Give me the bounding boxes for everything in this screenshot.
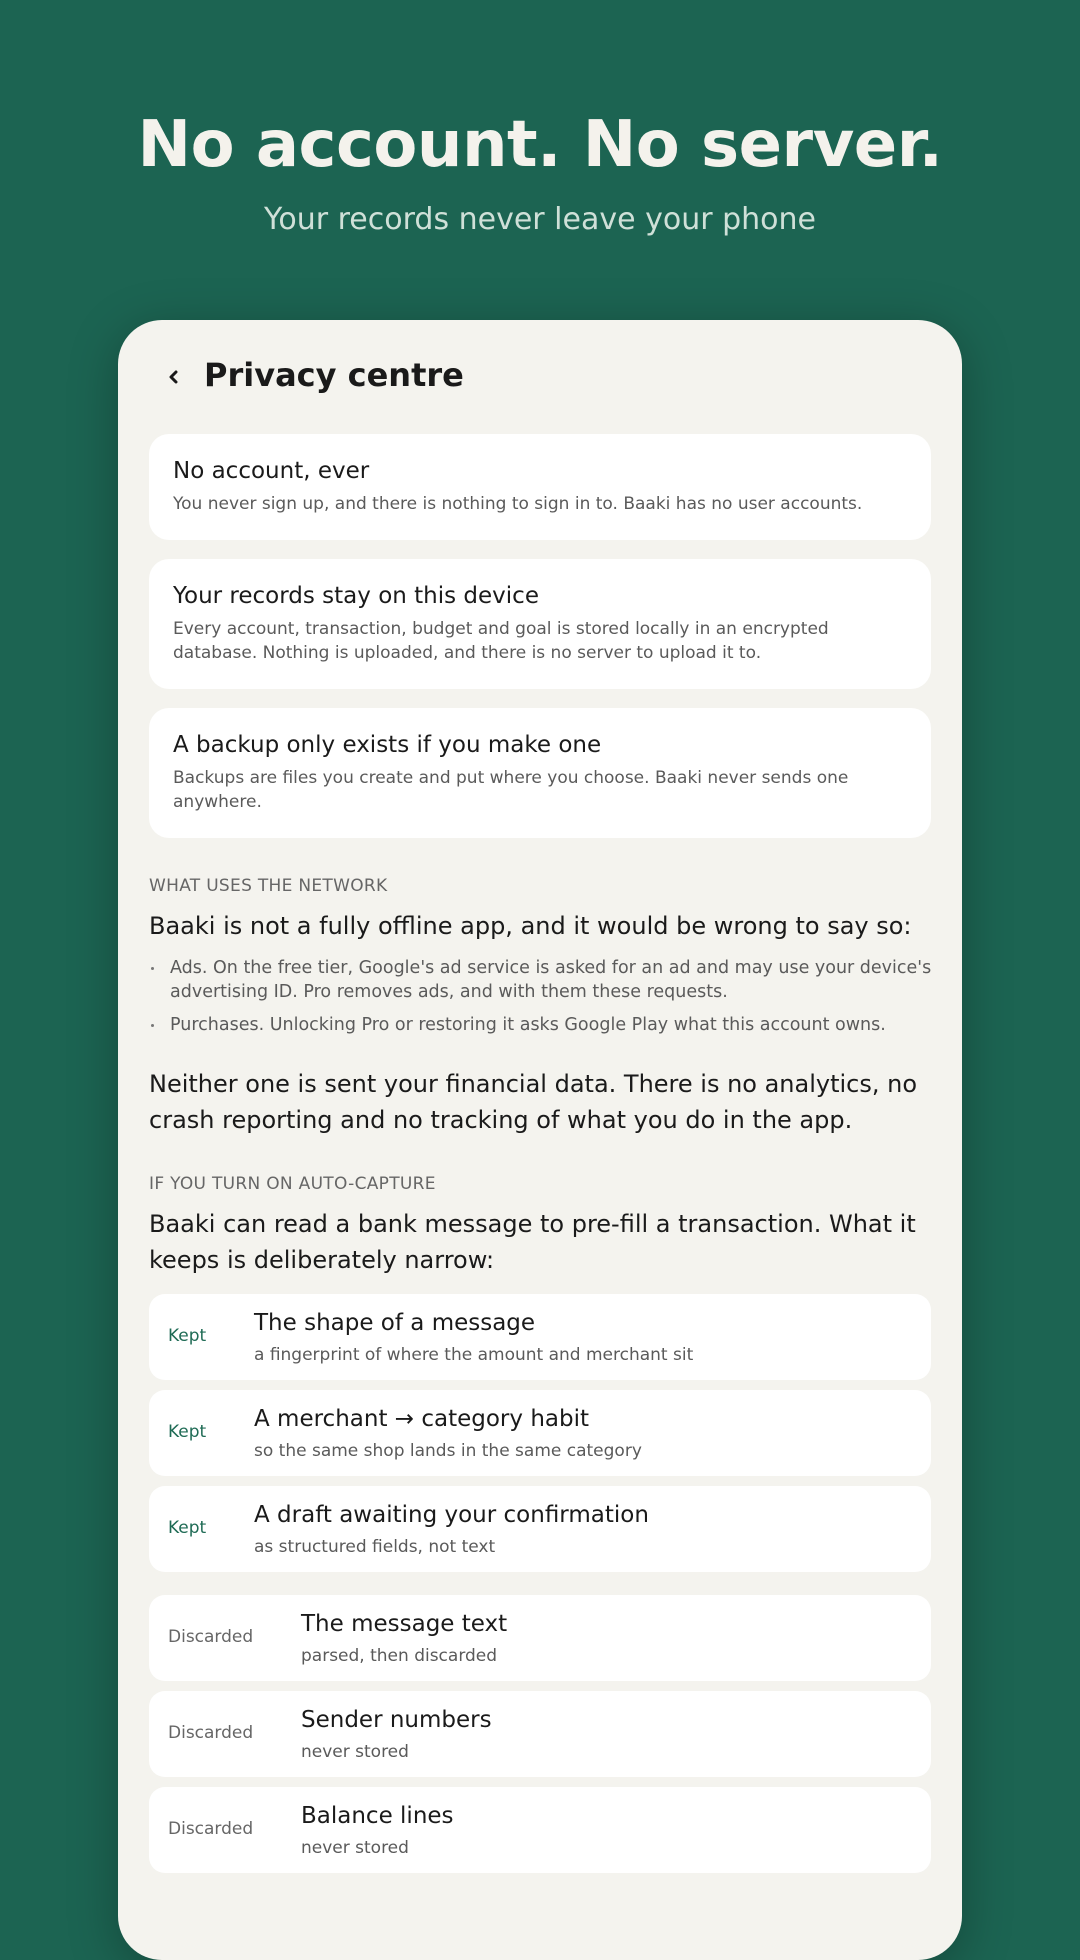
kept-row (149, 1390, 931, 1476)
info-card-backup (149, 708, 931, 838)
hero-title: No account. No server. (137, 108, 943, 182)
row-subtitle: never stored (301, 1838, 409, 1858)
bullet-dot (151, 1024, 154, 1027)
row-title: The message text (301, 1611, 508, 1637)
row-title: Balance lines (301, 1803, 454, 1829)
bullet-text: Ads. On the free tier, Google's ad service is asked for an ad and may use your device's advertising ID. Pro removes ads, and with them these requests. (170, 958, 932, 1002)
kept-row (149, 1294, 931, 1380)
phone-screen (118, 320, 962, 1960)
list-item (149, 956, 939, 1004)
discarded-tag: Discarded (168, 1627, 254, 1647)
kept-tag: Kept (168, 1518, 207, 1538)
card-body: Every account, transaction, budget and goal is stored locally in an encrypted database. Nothing is uploaded, and there is no server to upload it to. (173, 619, 829, 663)
chevron-left-icon (166, 369, 180, 385)
card-body: Backups are files you create and put where you choose. Baaki never sends one anywhere. (173, 768, 849, 812)
row-title: The shape of a message (254, 1310, 536, 1336)
bullet-text: Purchases. Unlocking Pro or restoring it asks Google Play what this account owns. (170, 1015, 886, 1035)
kept-tag: Kept (168, 1326, 207, 1346)
discarded-tag: Discarded (168, 1819, 254, 1839)
row-title: A merchant → category habit (254, 1406, 589, 1432)
kept-row (149, 1486, 931, 1572)
row-subtitle: so the same shop lands in the same category (254, 1441, 642, 1461)
card-title: A backup only exists if you make one (173, 732, 602, 758)
row-subtitle: never stored (301, 1742, 409, 1762)
discarded-row (149, 1787, 931, 1873)
kept-tag: Kept (168, 1422, 207, 1442)
card-body: You never sign up, and there is nothing to sign in to. Baaki has no user accounts. (173, 494, 863, 514)
autocapture-intro: Baaki can read a bank message to pre-fill a transaction. What it keeps is deliberately narrow: (149, 1210, 916, 1274)
row-subtitle: a fingerprint of where the amount and merchant sit (254, 1345, 694, 1365)
page-title: Privacy centre (204, 356, 464, 394)
row-title: A draft awaiting your confirmation (254, 1502, 649, 1528)
info-card-no-account (149, 434, 931, 540)
discarded-tag: Discarded (168, 1723, 254, 1743)
section-label-autocapture: IF YOU TURN ON AUTO-CAPTURE (149, 1174, 436, 1194)
top-app-bar (118, 320, 962, 430)
row-subtitle: parsed, then discarded (301, 1646, 498, 1666)
section-label-network: WHAT USES THE NETWORK (149, 876, 388, 896)
back-button[interactable] (158, 362, 188, 392)
bullet-dot (151, 967, 154, 970)
hero-subtitle: Your records never leave your phone (264, 202, 816, 237)
network-intro: Baaki is not a fully offline app, and it would be wrong to say so: (149, 912, 912, 940)
network-outro: Neither one is sent your financial data. There is no analytics, no crash reporting and no tracking of what you do in the app. (149, 1070, 918, 1134)
info-card-records-on-device (149, 559, 931, 689)
card-title: Your records stay on this device (173, 583, 539, 609)
list-item (149, 1013, 939, 1037)
network-bullets (149, 956, 939, 1046)
row-title: Sender numbers (301, 1707, 492, 1733)
row-subtitle: as structured fields, not text (254, 1537, 496, 1557)
card-title: No account, ever (173, 458, 370, 484)
discarded-row (149, 1595, 931, 1681)
discarded-row (149, 1691, 931, 1777)
